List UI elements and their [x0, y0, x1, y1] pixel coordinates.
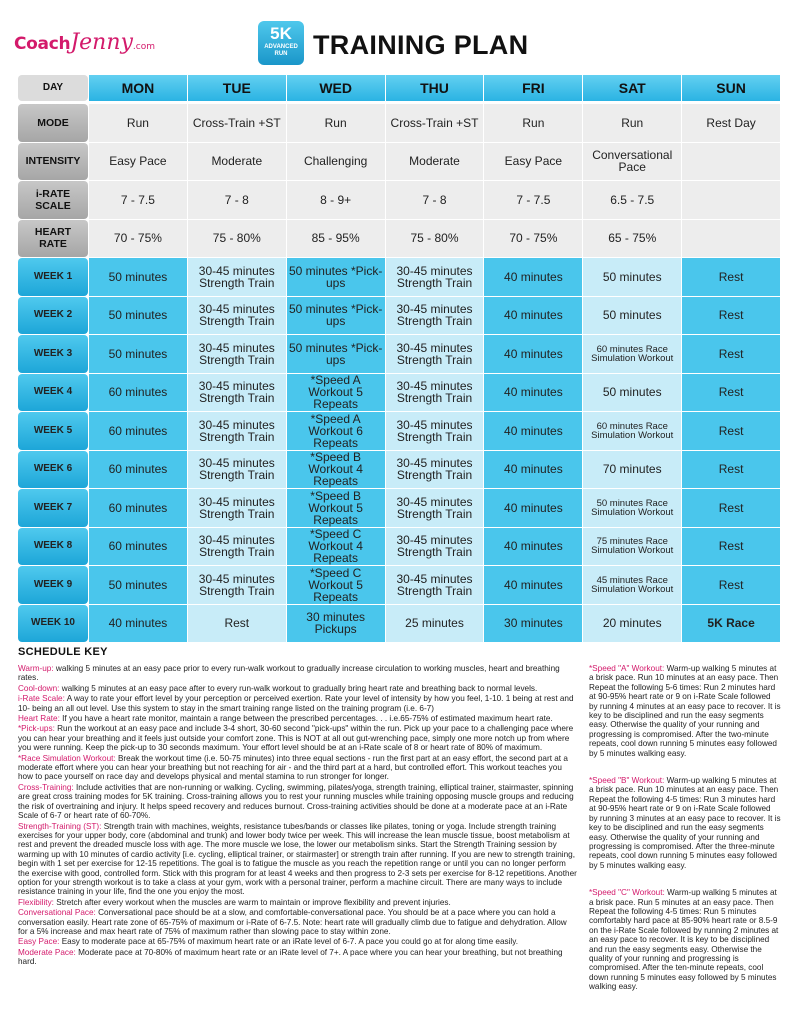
key-term: Cross-Training:	[18, 782, 74, 792]
workout-cell: 30-45 minutes Strength Train	[386, 374, 484, 412]
workout-cell: 60 minutes Race Simulation Workout	[583, 335, 681, 373]
workout-cell: 30-45 minutes Strength Train	[386, 412, 484, 450]
workout-cell: 60 minutes	[89, 451, 187, 489]
key-entry	[18, 694, 578, 713]
workout-cell: 50 minutes	[89, 335, 187, 373]
workout-cell: 50 minutes *Pick-ups	[287, 258, 385, 296]
info-cell: 70 - 75%	[89, 220, 187, 258]
workout-cell: 50 minutes	[89, 297, 187, 335]
key-term: Warm-up:	[18, 664, 54, 673]
row-label: INTENSITY	[18, 143, 88, 181]
info-cell: 7 - 8	[386, 181, 484, 219]
day-header-sun: SUN	[682, 75, 780, 101]
workout-cell: Rest	[682, 489, 780, 527]
workout-cell: Rest	[682, 258, 780, 296]
key-description: Warm-up walking 5 minutes at a brisk pace. Run 10 minutes at an easy pace. Then Repeat the following 4-5 times: Run 3 minutes hard at 90-95% heart rate or 9 on i-Rate Scale followed by running 3 minutes at an easy pace to recover. It is key to be disciplined and run the easy segments easy. Otherwise the quality of your running and progressing is compromised. After the three-minute repeats, cool down running 5 minutes easy followed by 5 minutes walking easy.	[589, 776, 781, 870]
day-header-mon: MON	[89, 75, 187, 101]
info-cell: Rest Day	[682, 104, 780, 142]
info-cell: Challenging	[287, 143, 385, 181]
key-description: Break the workout time (i.e. 50-75 minutes) into three equal sections - run the first part at an easy effort, the second part at a moderate effort where you can hear your breathing but not reaching for air - and the third part at a hard, but controlled effort. This workout teaches you how to pace yourself on race day and develops physical and mental stamina to run stronger for longer.	[18, 753, 568, 782]
badge-advanced: ADVANCED	[264, 44, 298, 50]
day-header-sat: SAT	[583, 75, 681, 101]
key-entry	[18, 822, 578, 897]
week-label: WEEK 3	[18, 335, 88, 373]
key-term: Heart Rate:	[18, 714, 60, 724]
week-row-9	[18, 566, 780, 605]
workout-cell: 50 minutes	[89, 258, 187, 296]
info-cell: 75 - 80%	[188, 220, 286, 258]
day-header-label: DAY	[18, 75, 88, 101]
workout-cell: 30-45 minutes Strength Train	[188, 335, 286, 373]
workout-cell: 40 minutes	[484, 297, 582, 335]
key-term: Strength-Training (ST):	[18, 821, 102, 831]
logo-dotcom-text: .com	[132, 42, 156, 52]
key-term: *Speed "B" Workout:	[589, 776, 665, 786]
workout-cell: Rest	[682, 566, 780, 604]
key-entry	[18, 714, 578, 723]
workout-cell: 60 minutes	[89, 489, 187, 527]
key-entry	[18, 664, 578, 683]
key-entry	[589, 776, 781, 870]
week-row-8	[18, 528, 780, 567]
workout-cell: 50 minutes	[583, 297, 681, 335]
key-description: A way to rate your effort level by your perception or perceived exertion. Rate your level of intensity by how you feel, 1-10. 1 being at rest and 10- being an all out level. Use this system to stay in the smart training range listed on the training program (i.e. 6-7)	[18, 694, 574, 713]
week-row-5	[18, 412, 780, 451]
row-label: i-RATE SCALE	[18, 181, 88, 219]
info-cell: Conversational Pace	[583, 143, 681, 181]
week-label: WEEK 1	[18, 258, 88, 296]
day-header-tue: TUE	[188, 75, 286, 101]
workout-cell: 25 minutes	[386, 605, 484, 643]
schedule-key-title: SCHEDULE KEY	[18, 646, 108, 658]
day-header-row	[18, 75, 780, 102]
key-term: *Race Simulation Workout:	[18, 753, 116, 763]
key-term: Conversational Pace:	[18, 908, 96, 918]
key-entry	[18, 898, 578, 907]
workout-cell: 20 minutes	[583, 605, 681, 643]
key-entry	[18, 948, 578, 967]
workout-cell: 30-45 minutes Strength Train	[188, 258, 286, 296]
workout-cell: Rest	[682, 297, 780, 335]
workout-cell: Rest	[682, 451, 780, 489]
key-description: Easy to moderate pace at 65-75% of maximum heart rate or an iRate level of 6-7. A pace you could go at for along time easily.	[59, 937, 519, 947]
workout-cell: 45 minutes Race Simulation Workout	[583, 566, 681, 604]
workout-cell: 30-45 minutes Strength Train	[386, 489, 484, 527]
workout-cell: *Speed A Workout 5 Repeats	[287, 374, 385, 412]
key-term: i-Rate Scale:	[18, 694, 65, 704]
day-header-wed: WED	[287, 75, 385, 101]
key-description: Moderate pace at 70-80% of maximum heart rate or an iRate level of 7+. A pace where you can hear your breathing, but not breathing hard.	[18, 947, 563, 967]
info-cell: 70 - 75%	[484, 220, 582, 258]
row-label: MODE	[18, 104, 88, 142]
logo-coach-text: Coach	[14, 34, 71, 54]
week-row-3	[18, 335, 780, 374]
badge-5k: 5K	[270, 24, 292, 43]
info-cell: 7 - 8	[188, 181, 286, 219]
workout-cell: *Speed C Workout 5 Repeats	[287, 566, 385, 604]
info-cell	[682, 181, 780, 219]
week-label: WEEK 10	[18, 605, 88, 643]
info-cell: 85 - 95%	[287, 220, 385, 258]
workout-cell: 30-45 minutes Strength Train	[188, 451, 286, 489]
info-row-mode	[18, 104, 780, 143]
workout-cell: 30-45 minutes Strength Train	[188, 412, 286, 450]
week-row-10	[18, 605, 780, 644]
workout-cell: 75 minutes Race Simulation Workout	[583, 528, 681, 566]
schedule-key-left-column	[18, 664, 578, 968]
key-term: *Speed "C" Workout:	[589, 888, 665, 898]
workout-cell: 60 minutes	[89, 412, 187, 450]
week-label: WEEK 5	[18, 412, 88, 450]
workout-cell: 50 minutes	[583, 258, 681, 296]
week-row-7	[18, 489, 780, 528]
info-cell: 8 - 9+	[287, 181, 385, 219]
workout-cell: 30-45 minutes Strength Train	[188, 489, 286, 527]
key-description: Conversational pace should be at a slow, and comfortable-conversational pace. You should be at a pace where you can hold a conversation easily. Heart rate zone of 65-75% of maximum or i-Rate of 6-7.5. Note: heart rate will gradually climb due to fatigue and dehydration. Allow for a 5% increase and max heart rate of 75% of maximum rather than slowing pace to stay within zone.	[18, 908, 567, 936]
logo-jenny-text: Jenny	[70, 30, 133, 55]
key-description: Strength train with machines, weights, resistance tubes/bands or classes like pilates, toning or yoga. Include strength training exercises for your upper body, core (abdominal and trunk) and lower body twice per week. This will increase the lean muscle tissue, boost metabolism at rest and prevent the dreaded muscle loss with age. The more muscle we lose, the lower our metabolism sinks. Start the Strength Training session by warming up with 10 minutes of cardio activity [i.e. cycling, elliptical trainer, or stairmaster] or strength train after running. If you are new to strength training, begin with 1 set per exercise for 12-15 repetitions. The goal is to fatigue the muscle as you reach the repetition range or until you can no longer perform the exercise with good, controlled form. Stick with this program for at least 4 weeks and then progress to 2-3 sets per exercise for 8-12 repetitions. Another option for your strength workout is to take a class at your gym, work with a personal trainer, perform a machine circuit. There are many ways to include resistance training in your life, find the one you enjoy the most.	[18, 821, 577, 897]
workout-cell: 60 minutes	[89, 528, 187, 566]
info-row-i-rate-scale	[18, 181, 780, 220]
key-entry	[589, 888, 781, 991]
row-label: HEART RATE	[18, 220, 88, 258]
workout-cell: 30-45 minutes Strength Train	[386, 566, 484, 604]
key-description: Warm-up walking 5 minutes at a brisk pace. Run 5 minutes at an easy pace. Then Repeat the following 4-5 times: Run 5 minutes comfortably hard pace at 85-90% heart rate or 8.5-9 on the i-Rate Scale followed by running 2 minutes at an easy pace to recover. It is key to be disciplined and run the easy segments easy. Otherwise the quality of your running and progressing is compromised. After the ten-minute repeats, cool down running 5 minutes easy followed by 5 minutes walking easy.	[589, 888, 779, 992]
workout-cell: Rest	[682, 528, 780, 566]
workout-cell: Rest	[188, 605, 286, 643]
info-cell: 75 - 80%	[386, 220, 484, 258]
info-cell: Easy Pace	[89, 143, 187, 181]
workout-cell: 30 minutes Pickups	[287, 605, 385, 643]
info-cell: 7 - 7.5	[484, 181, 582, 219]
info-cell: Cross-Train +ST	[386, 104, 484, 142]
info-cell: Easy Pace	[484, 143, 582, 181]
info-cell: 6.5 - 7.5	[583, 181, 681, 219]
key-description: If you have a heart rate monitor, maintain a range between the prescribed percentages. . . i.e.65-75% of estimated maximum heart rate.	[59, 714, 553, 724]
workout-cell: 30-45 minutes Strength Train	[188, 374, 286, 412]
workout-cell: 30-45 minutes Strength Train	[386, 335, 484, 373]
info-cell: 7 - 7.5	[89, 181, 187, 219]
key-description: Stretch after every workout when the muscles are warm to maintain or improve flexibility and prevent injuries.	[53, 897, 451, 907]
key-term: Flexibility:	[18, 897, 54, 907]
info-cell: Cross-Train +ST	[188, 104, 286, 142]
key-entry	[18, 754, 578, 782]
workout-cell: 40 minutes	[484, 335, 582, 373]
workout-cell: 50 minutes Race Simulation Workout	[583, 489, 681, 527]
info-cell: Run	[484, 104, 582, 142]
workout-cell: 40 minutes	[89, 605, 187, 643]
workout-cell: 60 minutes Race Simulation Workout	[583, 412, 681, 450]
info-row-intensity	[18, 143, 780, 182]
workout-cell: 30-45 minutes Strength Train	[386, 528, 484, 566]
workout-cell: *Speed B Workout 4 Repeats	[287, 451, 385, 489]
key-entry	[18, 684, 578, 693]
schedule-key-right-column	[589, 664, 781, 1010]
key-entry	[18, 724, 578, 752]
key-term: Easy Pace:	[18, 937, 60, 947]
workout-cell: Rest	[682, 374, 780, 412]
day-header-thu: THU	[386, 75, 484, 101]
workout-cell: *Speed A Workout 6 Repeats	[287, 412, 385, 450]
week-row-2	[18, 297, 780, 336]
workout-cell: 30-45 minutes Strength Train	[188, 528, 286, 566]
workout-cell: Rest	[682, 335, 780, 373]
badge-run: RUN	[274, 51, 288, 57]
key-term: *Speed "A" Workout:	[589, 664, 665, 673]
workout-cell: 50 minutes	[583, 374, 681, 412]
key-term: *Pick-ups:	[18, 724, 55, 734]
coachjenny-logo	[14, 30, 155, 55]
info-cell	[682, 220, 780, 258]
week-label: WEEK 7	[18, 489, 88, 527]
info-cell: Run	[583, 104, 681, 142]
week-label: WEEK 8	[18, 528, 88, 566]
key-entry	[18, 908, 578, 936]
page-title: TRAINING PLAN	[313, 30, 529, 60]
workout-cell: 40 minutes	[484, 566, 582, 604]
week-label: WEEK 9	[18, 566, 88, 604]
key-term: Moderate Pace:	[18, 947, 76, 957]
week-row-1	[18, 258, 780, 297]
workout-cell: 30-45 minutes Strength Train	[386, 258, 484, 296]
workout-cell: 40 minutes	[484, 374, 582, 412]
key-entry	[18, 783, 578, 821]
info-row-heart-rate	[18, 220, 780, 259]
key-description: Include activities that are non-running or walking. Cycling, swimming, pilates/yoga, strength training, elliptical trainer, stairmaster, spinning are great cross training modes for 5K training. Cross-training allows you to rest your running muscles while training opposing muscle groups and reducing the risk of overtraining and injury. It helps speed recovery and reduces burnout. Cross-training activities should be done at a moderate pace at an i-Rate Scale of 6-7 or heart rate of 60-70%.	[18, 782, 574, 821]
workout-cell: Rest	[682, 412, 780, 450]
workout-cell: 70 minutes	[583, 451, 681, 489]
workout-cell: 40 minutes	[484, 412, 582, 450]
workout-cell: 60 minutes	[89, 374, 187, 412]
week-row-4	[18, 374, 780, 413]
workout-cell: 30-45 minutes Strength Train	[386, 451, 484, 489]
key-entry	[589, 664, 781, 758]
training-plan-table	[18, 75, 780, 643]
info-cell: 65 - 75%	[583, 220, 681, 258]
workout-cell: 50 minutes	[89, 566, 187, 604]
week-label: WEEK 2	[18, 297, 88, 335]
week-label: WEEK 4	[18, 374, 88, 412]
key-description: Warm-up walking 5 minutes at a brisk pace. Run 10 minutes at an easy pace. Then Repeat the following 5-6 times: Run 2 minutes hard at 90-95% heart rate or 9 on i-Rate Scale followed by running 4 minutes at an easy pace to recover. It is key to be disciplined and run the easy segments easy. Otherwise the quality of your running and progressing is compromised. After the two-minute repeats, cool down running 5 minutes easy followed by 5 minutes walking easy.	[589, 664, 781, 758]
key-entry	[18, 937, 578, 946]
week-row-6	[18, 451, 780, 490]
workout-cell: 40 minutes	[484, 528, 582, 566]
workout-cell: 40 minutes	[484, 451, 582, 489]
info-cell: Run	[89, 104, 187, 142]
workout-cell: 30-45 minutes Strength Train	[386, 297, 484, 335]
workout-cell: 5K Race	[682, 605, 780, 643]
day-header-fri: FRI	[484, 75, 582, 101]
info-cell: Run	[287, 104, 385, 142]
5k-advanced-run-badge	[258, 21, 304, 65]
key-description: walking 5 minutes at an easy pace prior to every run-walk workout to gradually increase circulation to working muscles, heart and breathing rates.	[18, 664, 560, 683]
info-rows	[18, 104, 780, 258]
info-cell: Moderate	[386, 143, 484, 181]
workout-cell: 30-45 minutes Strength Train	[188, 297, 286, 335]
workout-cell: 50 minutes *Pick-ups	[287, 297, 385, 335]
workout-cell: *Speed C Workout 4 Repeats	[287, 528, 385, 566]
workout-cell: 40 minutes	[484, 489, 582, 527]
week-label: WEEK 6	[18, 451, 88, 489]
key-description: Run the workout at an easy pace and include 3-4 short, 30-60 second "pick-ups" within the run. Pick up your pace to a challenging pace where you can hear your breathing and it feels just outside your comfort zone. This is NOT at all out gut-wrenching pace, simply one more notch up from where you were running. Keep the pick-up to 30 seconds maximum. Your effort level should be at an i-Rate scale of 8 or heart rate of 80% of maximum.	[18, 724, 574, 753]
key-description: walking 5 minutes at an easy pace after to every run-walk workout to gradually bring heart rate and breathing back to normal levels.	[59, 683, 538, 693]
workout-cell: 30-45 minutes Strength Train	[188, 566, 286, 604]
workout-cell: 30 minutes	[484, 605, 582, 643]
workout-cell: 40 minutes	[484, 258, 582, 296]
info-cell	[682, 143, 780, 181]
week-rows	[18, 258, 780, 643]
info-cell: Moderate	[188, 143, 286, 181]
workout-cell: 50 minutes *Pick-ups	[287, 335, 385, 373]
workout-cell: *Speed B Workout 5 Repeats	[287, 489, 385, 527]
key-term: Cool-down:	[18, 683, 60, 693]
